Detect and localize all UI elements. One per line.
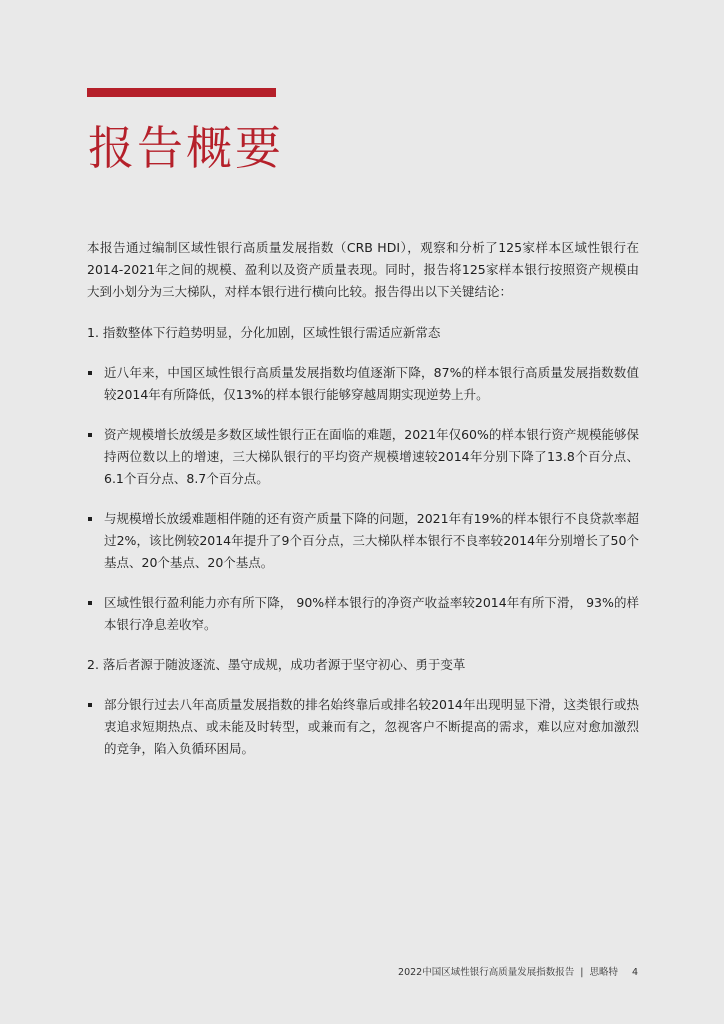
list-item: [87, 694, 639, 760]
report-summary-body: [87, 237, 639, 778]
section-1-bullets: [87, 362, 639, 636]
section-heading-1: 1. 指数整体下行趋势明显，分化加剧，区域性银行需适应新常态: [87, 325, 441, 340]
bullet-text: 与规模增长放缓难题相伴随的还有资产质量下降的问题，2021年有19%的样本银行不良贷款率超过2%，该比例较2014年提升了9个百分点，三大梯队样本银行不良率较2014年分别增长了50个基点、20个基点、20个基点。: [104, 511, 639, 570]
bullet-square-icon: [88, 601, 92, 605]
bullet-square-icon: [88, 703, 92, 707]
section-2-bullets: [87, 694, 639, 760]
section-heading-2: 2. 落后者源于随波逐流、墨守成规，成功者源于坚守初心、勇于变革: [87, 657, 466, 672]
list-item: [87, 362, 639, 406]
footer-report-title: 2022中国区域性银行高质量发展指数报告: [398, 967, 575, 978]
page-footer: [398, 964, 638, 978]
footer-separator: |: [580, 967, 584, 978]
intro-paragraph: 本报告通过编制区域性银行高质量发展指数（CRB HDI），观察和分析了125家样本区域性银行在2014-2021年之间的规模、盈利以及资产质量表现。同时，报告将125家样本银行按照资产规模由大到小划分为三大梯队，对样本银行进行横向比较。报告得出以下关键结论：: [87, 240, 639, 299]
bullet-text: 区域性银行盈利能力亦有所下降， 90%样本银行的净资产收益率较2014年有所下滑， 93%的样本银行净息差收窄。: [104, 595, 639, 632]
footer-brand: 思略特: [589, 967, 618, 978]
list-item: [87, 592, 639, 636]
list-item: [87, 508, 639, 574]
bullet-text: 近八年来，中国区域性银行高质量发展指数均值逐渐下降，87%的样本银行高质量发展指数数值较2014年有所降低，仅13%的样本银行能够穿越周期实现逆势上升。: [104, 365, 639, 402]
bullet-text: 资产规模增长放缓是多数区域性银行正在面临的难题，2021年仅60%的样本银行资产规模能够保持两位数以上的增速，三大梯队银行的平均资产规模增速较2014年分别下降了13.8个百分点、6.1个百分点、8.7个百分点。: [104, 427, 639, 486]
bullet-square-icon: [88, 433, 92, 437]
page-number: 4: [631, 967, 638, 978]
list-item: [87, 424, 639, 490]
bullet-square-icon: [88, 371, 92, 375]
bullet-text: 部分银行过去八年高质量发展指数的排名始终靠后或排名较2014年出现明显下滑，这类银行或热衷追求短期热点、或未能及时转型，或兼而有之，忽视客户不断提高的需求，难以应对愈加激烈的竞争，陷入负循环困局。: [104, 697, 639, 756]
page-title: 报告概要: [88, 121, 284, 175]
accent-bar: [87, 88, 276, 97]
bullet-square-icon: [88, 517, 92, 521]
